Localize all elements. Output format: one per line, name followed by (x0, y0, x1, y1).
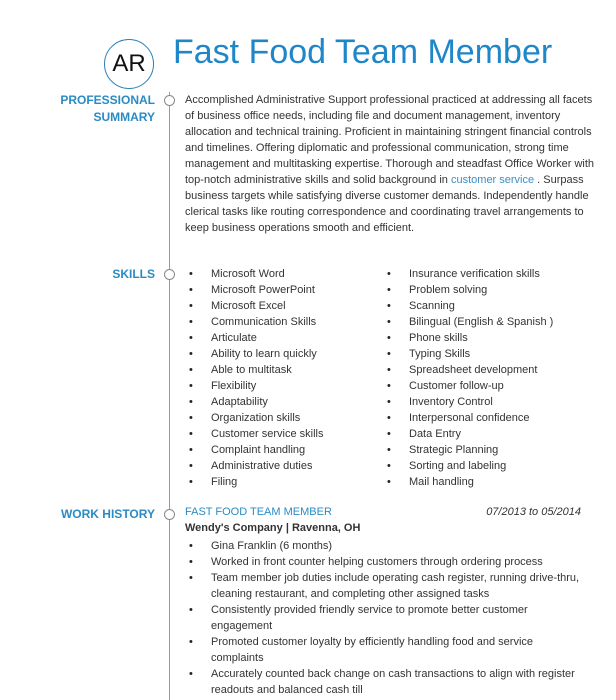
job-title: FAST FOOD TEAM MEMBER (185, 506, 332, 518)
label-line: SUMMARY (93, 110, 155, 124)
list-item: • Accurately counted back change on cash transactions to align with register readouts and balanced cash till (185, 666, 585, 698)
summary-text-part: . Surpass business targets while satisfying diverse customer demands. Independently handle clerical tasks like routing correspondence and coordinating travel arrangements to keep business operations smooth and efficient. (185, 174, 589, 234)
timeline-node-skills (164, 269, 175, 280)
skills-list-right (383, 266, 553, 490)
list-item: • Able to multitask (185, 362, 323, 378)
job-company: Wendy's Company | Ravenna, OH (185, 522, 361, 534)
list-item: • Phone skills (383, 330, 553, 346)
list-item: • Team member job duties include operating cash register, running drive-thru, cleaning restaurant, and completing other assigned tasks (185, 570, 585, 602)
list-item: • Problem solving (383, 282, 553, 298)
summary-text-part: Accomplished Administrative Support professional practiced at addressing all facets of business office needs, including file and document management, inventory allocation and technical training. Proficient in maintaining stringent financial controls and timelines. Offering diplomatic and professional communication, strong time management and multitasking expertise. Thorough and steadfast Office Worker with top-notch administrative skills and solid background in (185, 94, 595, 186)
list-item: • Mail handling (383, 474, 553, 490)
section-label-summary (60, 92, 155, 126)
section-label-skills: SKILLS (112, 267, 155, 281)
list-item: • Customer follow-up (383, 378, 553, 394)
job-duties-list (185, 538, 585, 698)
job-dates: 07/2013 to 05/2014 (486, 506, 581, 518)
list-item: • Consistently provided friendly service to promote better customer engagement (185, 602, 585, 634)
label-line: PROFESSIONAL (60, 93, 155, 107)
list-item: • Complaint handling (185, 442, 323, 458)
summary-text (185, 92, 595, 236)
list-item: • Bilingual (English & Spanish ) (383, 314, 553, 330)
list-item: • Data Entry (383, 426, 553, 442)
list-item: • Communication Skills (185, 314, 323, 330)
list-item: • Scanning (383, 298, 553, 314)
list-item: • Sorting and labeling (383, 458, 553, 474)
list-item: • Interpersonal confidence (383, 410, 553, 426)
resume-title: Fast Food Team Member (173, 33, 553, 71)
list-item: • Microsoft Excel (185, 298, 323, 314)
list-item: • Insurance verification skills (383, 266, 553, 282)
customer-service-link[interactable]: customer service (450, 174, 535, 186)
list-item: • Gina Franklin (6 months) (185, 538, 585, 554)
list-item: • Microsoft Word (185, 266, 323, 282)
list-item: • Ability to learn quickly (185, 346, 323, 362)
list-item: • Administrative duties (185, 458, 323, 474)
timeline-node-work (164, 509, 175, 520)
list-item: • Promoted customer loyalty by efficiently handling food and service complaints (185, 634, 585, 666)
list-item: • Microsoft PowerPoint (185, 282, 323, 298)
list-item: • Organization skills (185, 410, 323, 426)
list-item: • Typing Skills (383, 346, 553, 362)
list-item: • Inventory Control (383, 394, 553, 410)
section-label-work: WORK HISTORY (60, 507, 155, 521)
list-item: • Filing (185, 474, 323, 490)
timeline-line (169, 92, 170, 700)
list-item: • Adaptability (185, 394, 323, 410)
list-item: • Worked in front counter helping customers through ordering process (185, 554, 585, 570)
list-item: • Flexibility (185, 378, 323, 394)
list-item: • Strategic Planning (383, 442, 553, 458)
skills-list-left (185, 266, 323, 490)
timeline-node-summary (164, 95, 175, 106)
list-item: • Articulate (185, 330, 323, 346)
initials-monogram: AR (104, 39, 154, 89)
list-item: • Customer service skills (185, 426, 323, 442)
list-item: • Spreadsheet development (383, 362, 553, 378)
